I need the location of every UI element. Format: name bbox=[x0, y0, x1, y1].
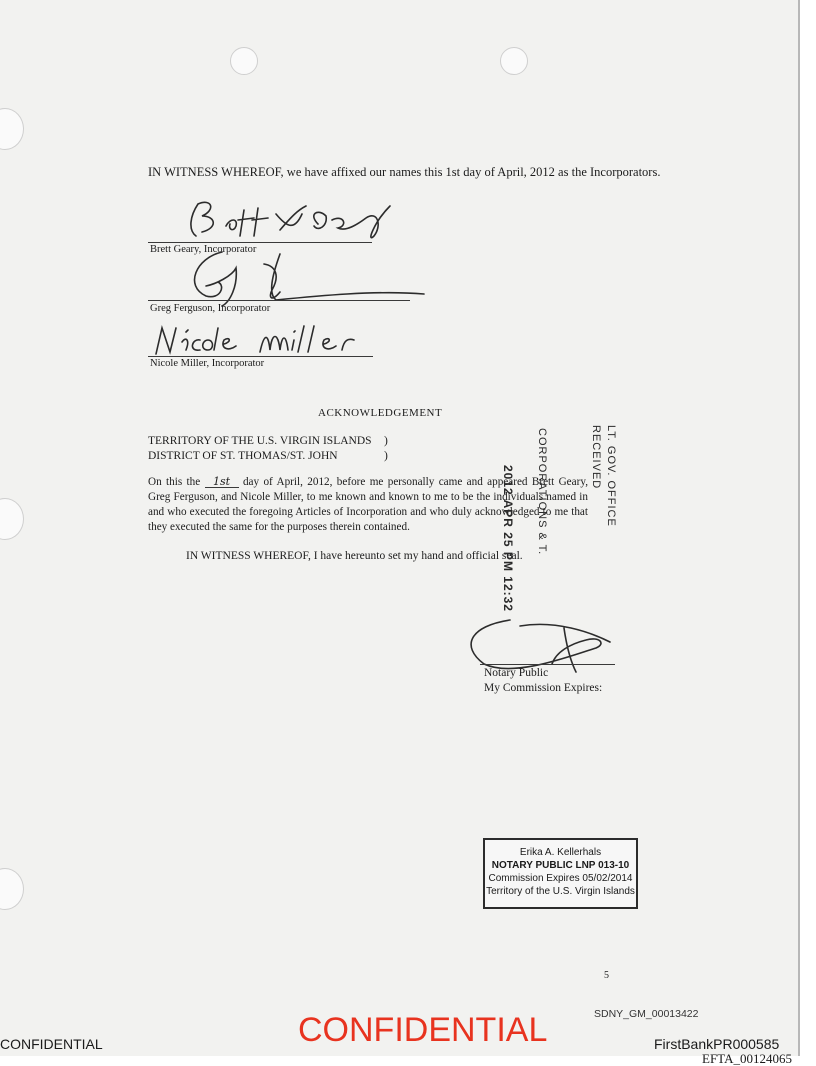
punch-hole-side-middle bbox=[0, 498, 24, 540]
district-bracket: ) bbox=[384, 450, 388, 462]
seal-name: Erika A. Kellerhals bbox=[519, 847, 602, 858]
handwritten-day: 1st bbox=[205, 476, 239, 488]
signature-nicole-miller bbox=[148, 322, 398, 360]
witness-paragraph: IN WITNESS WHEREOF, we have affixed our names this 1st day of April, 2012 as the Incorporators. bbox=[148, 165, 661, 179]
notary-seal bbox=[483, 838, 638, 909]
notary-witness-line: IN WITNESS WHEREOF, I have hereunto set my hand and official seal. bbox=[186, 550, 523, 562]
confidential-center: CONFIDENTIAL bbox=[298, 1011, 548, 1049]
district-line: DISTRICT OF ST. THOMAS/ST. JOHN bbox=[148, 450, 338, 462]
received-stamp-received: RECEIVED bbox=[590, 425, 602, 490]
punch-hole-side-top bbox=[0, 108, 24, 150]
body-prefix: On this the bbox=[148, 476, 201, 488]
caption-greg-ferguson: Greg Ferguson, Incorporator bbox=[150, 303, 271, 314]
seal-license: NOTARY PUBLIC LNP 013-10 bbox=[491, 860, 630, 871]
efta-id: EFTA_00124065 bbox=[702, 1051, 792, 1066]
received-stamp-corporations: CORPORATIONS & T. bbox=[536, 428, 548, 556]
acknowledgement-body bbox=[148, 475, 588, 535]
caption-brett-geary: Brett Geary, Incorporator bbox=[150, 244, 257, 255]
punch-hole-top-left bbox=[230, 47, 258, 75]
caption-nicole-miller: Nicole Miller, Incorporator bbox=[150, 358, 265, 369]
received-stamp-date: 2012 APR 25 PM 12:32 bbox=[501, 465, 515, 612]
confidential-left: CONFIDENTIAL bbox=[0, 1036, 103, 1052]
body-rest: day of April, 2012, before me personally came and appeared Brett Geary, Greg Ferguson, and Nicole Miller, to me known and known to me to be the individuals named in and who executed the foregoing Articles of Incorporation and who duly acknowledged to me that they executed the same for the purposes therein contained. bbox=[148, 476, 588, 533]
page-edge bbox=[798, 0, 800, 1056]
received-stamp-office: LT. GOV. OFFICE bbox=[605, 425, 617, 527]
territory-line: TERRITORY OF THE U.S. VIRGIN ISLANDS bbox=[148, 435, 372, 447]
acknowledgement-heading: ACKNOWLEDGEMENT bbox=[318, 407, 443, 419]
seal-expiry: Commission Expires 05/02/2014 bbox=[488, 873, 633, 884]
punch-hole-side-bottom bbox=[0, 868, 24, 910]
notary-title: Notary Public bbox=[484, 667, 549, 679]
page-number: 5 bbox=[604, 970, 609, 981]
signature-brett-geary bbox=[168, 196, 398, 246]
territory-bracket: ) bbox=[384, 435, 388, 447]
punch-hole-top-right bbox=[500, 47, 528, 75]
firstbank-id: FirstBankPR000585 bbox=[654, 1036, 780, 1052]
notary-commission: My Commission Expires: bbox=[484, 682, 603, 694]
bates-number: SDNY_GM_00013422 bbox=[594, 1008, 699, 1020]
seal-territory: Territory of the U.S. Virgin Islands bbox=[486, 886, 635, 897]
